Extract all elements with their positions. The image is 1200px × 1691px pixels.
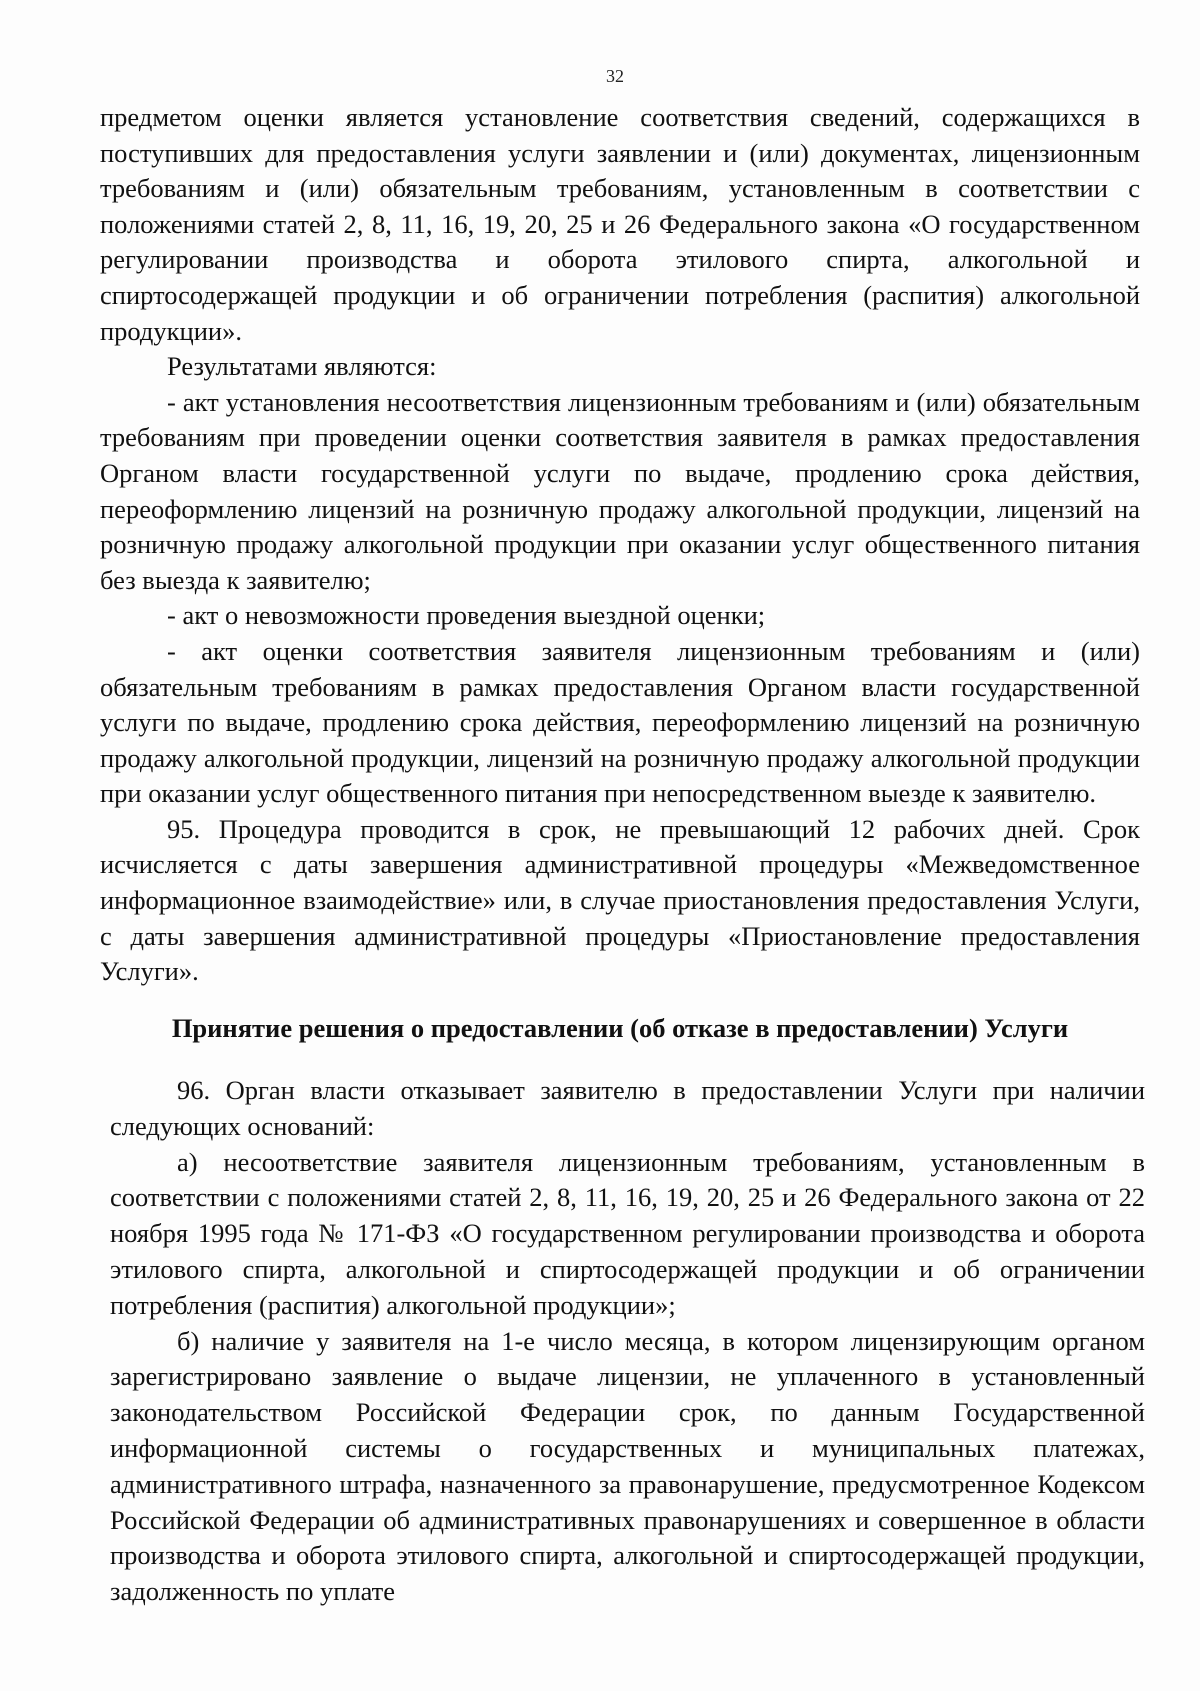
list-item-b: б) наличие у заявителя на 1-е число месяца, в котором лицензирующим органом зарегистрировано заявление о выдаче лицензии, не уплаченного в установленный законодательством Российской Федерации срок, по данным Государственной информационной системы о государственных и муниципальных платежах, административного штрафа, назначенного за правонарушение, предусмотренное Кодексом Российской Федерации об административных правонарушениях и совершенное в области производства и оборота этилового спирта, алкогольной и спиртосодержащей продукции, задолженность по уплате (110, 1325, 1145, 1607)
list-item-assessment-act: - акт оценки соответствия заявителя лицензионным требованиям и (или) обязательным требованиям в рамках предоставления Органом власти государственной услуги по выдаче, продлению срока действия, переоформлению лицензий на розничную продажу алкогольной продукции, лицензий на розничную продажу алкогольной продукции при оказании услуг общественного питания при непосредственном выезде к заявителю. (100, 635, 1140, 809)
list-item-nonconformity-act: - акт установления несоответствия лицензионным требованиям и (или) обязательным требованиям при проведении оценки соответствия заявителя в рамках предоставления Органом власти государственной услуги по выдаче, продлению срока действия, переоформлению лицензий на розничную продажу алкогольной продукции, лицензий на розничную продажу алкогольной продукции при оказании услуг общественного питания без выезда к заявителю; (100, 386, 1140, 595)
paragraph-assessment-subject: предметом оценки является установление соответствия сведений, содержащихся в поступивших для предоставления услуги заявлении и (или) документах, лицензионным требованиям и (или) обязательным требованиям, установленным в соответствии с положениями статей 2, 8, 11, 16, 19, 20, 25 и 26 Федерального закона «О государственном регулировании производства и оборота этилового спирта, алкогольной и спиртосодержащей продукции и об ограничении потребления (распития) алкогольной продукции». (100, 102, 1140, 346)
body-section-1 (100, 100, 1140, 990)
list-item-a: а) несоответствие заявителя лицензионным требованиям, установленным в соответствии с положениями статей 2, 8, 11, 16, 19, 20, 25 и 26 Федерального закона от 22 ноября 1995 года № 171-ФЗ «О государственном регулировании производства и оборота этилового спирта, алкогольной и спиртосодержащей продукции и об ограничении потребления (распития) алкогольной продукции»; (110, 1146, 1145, 1320)
paragraph-results-intro: Результатами являются: (167, 351, 437, 382)
paragraph-96: 96. Орган власти отказывает заявителю в предоставлении Услуги при наличии следующих оснований: (110, 1075, 1145, 1141)
body-section-2 (110, 1073, 1145, 1610)
section-heading: Принятие решения о предоставлении (об отказе в предоставлении) Услуги (171, 1013, 1069, 1043)
list-item-impossibility-act: - акт о невозможности проведения выездной оценки; (167, 600, 766, 631)
paragraph-95: 95. Процедура проводится в срок, не превышающий 12 рабочих дней. Срок исчисляется с даты завершения административной процедуры «Межведомственное информационное взаимодействие» или, в случае приостановления предоставления Услуги, с даты завершения административной процедуры «Приостановление предоставления Услуги». (100, 813, 1140, 987)
page-number: 32 (606, 66, 624, 86)
